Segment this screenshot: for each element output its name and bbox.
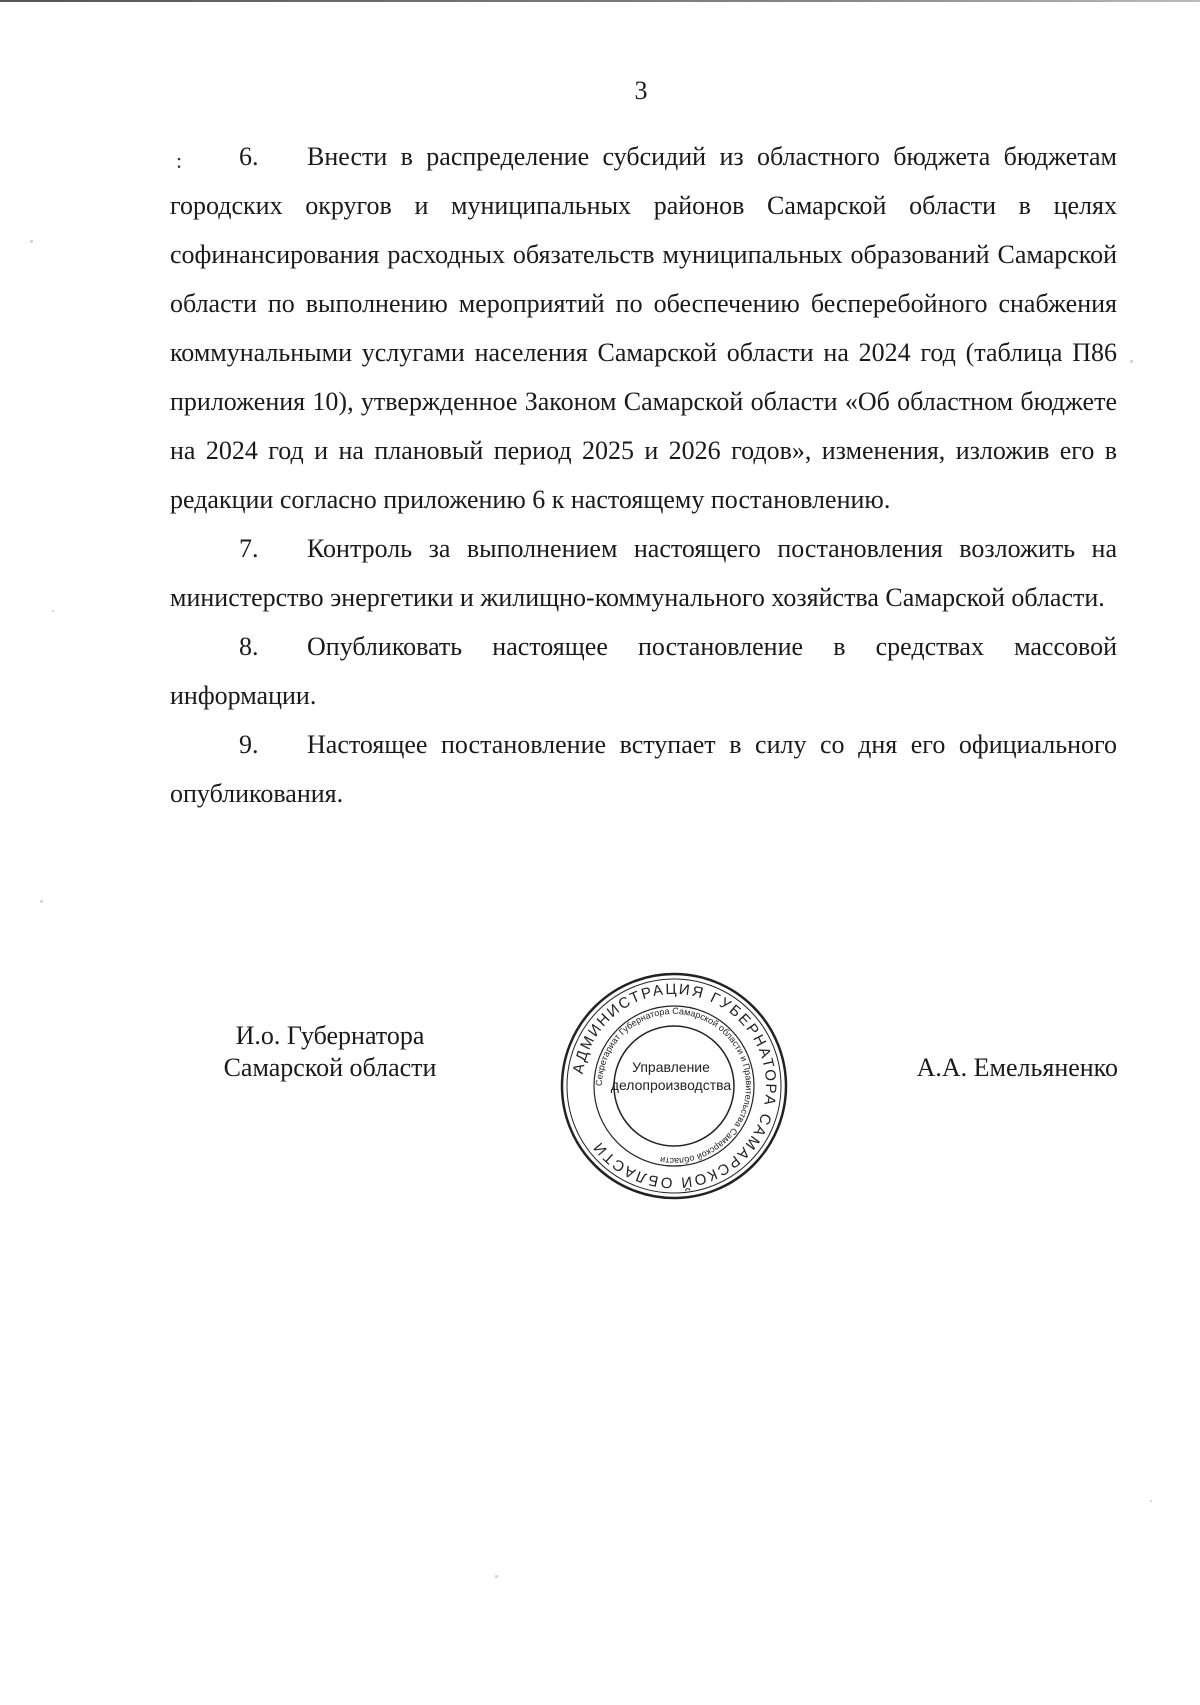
paragraph-6 (170, 132, 1117, 524)
paragraph-number: 8. (239, 632, 259, 661)
paragraph-text: Контроль за выполнением настоящего постановления возложить на министерство энергетики и жилищно-коммунального хозяйства Самарской области. (170, 534, 1117, 612)
paragraph-8 (170, 622, 1117, 720)
seal-center-line-2: делопроизводства (610, 1077, 732, 1093)
paragraph-9 (170, 720, 1117, 818)
document-body (170, 132, 1117, 818)
position-line-2: Самарской области (223, 1053, 437, 1082)
paragraph-number: 9. (239, 730, 259, 759)
margin-mark: : (176, 148, 183, 173)
scan-speck (495, 1575, 498, 1578)
seal-center-line-1: Управление (632, 1059, 710, 1075)
scan-speck (52, 610, 54, 612)
paragraph-number: 7. (239, 534, 259, 563)
paragraph-text: Внести в распределение субсидий из областного бюджета бюджетам городских округов и муниципальных районов Самарской области в целях софинансирования расходных обязательств муниципальных образований Самарской области по выполнению мероприятий по обеспечению бесперебойного снабжения коммунальными услугами населения Самарской области на 2024 год (таблица П86 приложения 10), утвержденное Законом Самарской области «Об областном бюджете на 2024 год и на плановый период 2025 и 2026 годов», изменения, изложив его в редакции согласно приложению 6 к настоящему постановлению. (170, 142, 1117, 514)
paragraph-number: 6. (239, 142, 259, 171)
seal-middle-text: Секретариат Губернатора Самарской области и Правительства Самарской области (593, 1005, 755, 1167)
seal-center-text (606, 1058, 736, 1094)
scan-speck (1130, 360, 1133, 363)
scan-speck (1150, 1500, 1152, 1502)
signatory-name: А.А. Емельяненко (916, 1053, 1118, 1082)
signatory-position (185, 1020, 475, 1084)
scan-speck (30, 240, 33, 243)
paragraph-text: Настоящее постановление вступает в силу со дня его официального опубликования. (170, 730, 1117, 808)
seal-outer-text: АДМИНИСТРАЦИЯ ГУБЕРНАТОРА САМАРСКОЙ ОБЛАСТИ (569, 980, 780, 1192)
scan-speck (40, 900, 43, 903)
scan-edge (0, 0, 1200, 2)
paragraph-7 (170, 524, 1117, 622)
paragraph-text: Опубликовать настоящее постановление в средствах массовой информации. (170, 632, 1117, 710)
position-line-1: И.о. Губернатора (235, 1021, 425, 1050)
page-number: 3 (634, 76, 648, 105)
